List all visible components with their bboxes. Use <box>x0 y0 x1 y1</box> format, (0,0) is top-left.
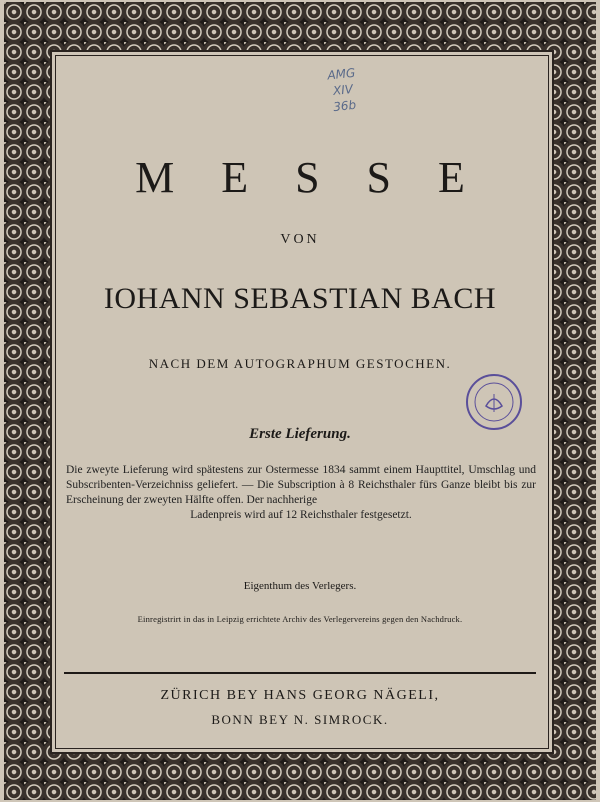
notice-body: Die zweyte Lieferung wird spätestens zur Ostermesse 1834 sammt einem Haupttitel, Umschlag und Subscribenten-Verzeichniss geliefert. — Die Subscription à 8 Reichsthaler fürs Ganze bleibt bis zur Erscheinung der zweyten Hälfte offen. Der nachherige <box>66 464 536 506</box>
shelfmark-line-1: AMG <box>326 65 356 83</box>
shelfmark-line-2: XIV <box>332 81 354 99</box>
work-title: M E S S E <box>135 153 483 202</box>
shelfmark-line-3: 36b <box>332 97 357 115</box>
subtitle: NACH DEM AUTOGRAPHUM GESTOCHEN. <box>148 356 452 371</box>
library-stamp <box>464 372 524 432</box>
divider-rule <box>64 672 536 674</box>
publisher-line-2: BONN BEY N. SIMROCK. <box>211 712 389 727</box>
stamp-icon <box>464 372 524 432</box>
registration-note: Einregistrirt in das in Leipzig errichtete Archiv des Verlegervereins gegen den Nachdruck. <box>137 614 463 624</box>
publisher-line-1: ZÜRICH BEY HANS GEORG NÄGELI, <box>160 688 440 703</box>
shelfmark-annotation <box>316 64 371 117</box>
publisher-property-note: Eigenthum des Verlegers. <box>243 580 357 592</box>
subscription-notice <box>66 463 536 523</box>
von-label: VON <box>280 232 320 247</box>
delivery-heading: Erste Lieferung. <box>249 426 351 442</box>
notice-last-line: Ladenpreis wird auf 12 Reichsthaler festgesetzt. <box>190 509 412 521</box>
composer-name: IOHANN SEBASTIAN BACH <box>103 282 497 315</box>
